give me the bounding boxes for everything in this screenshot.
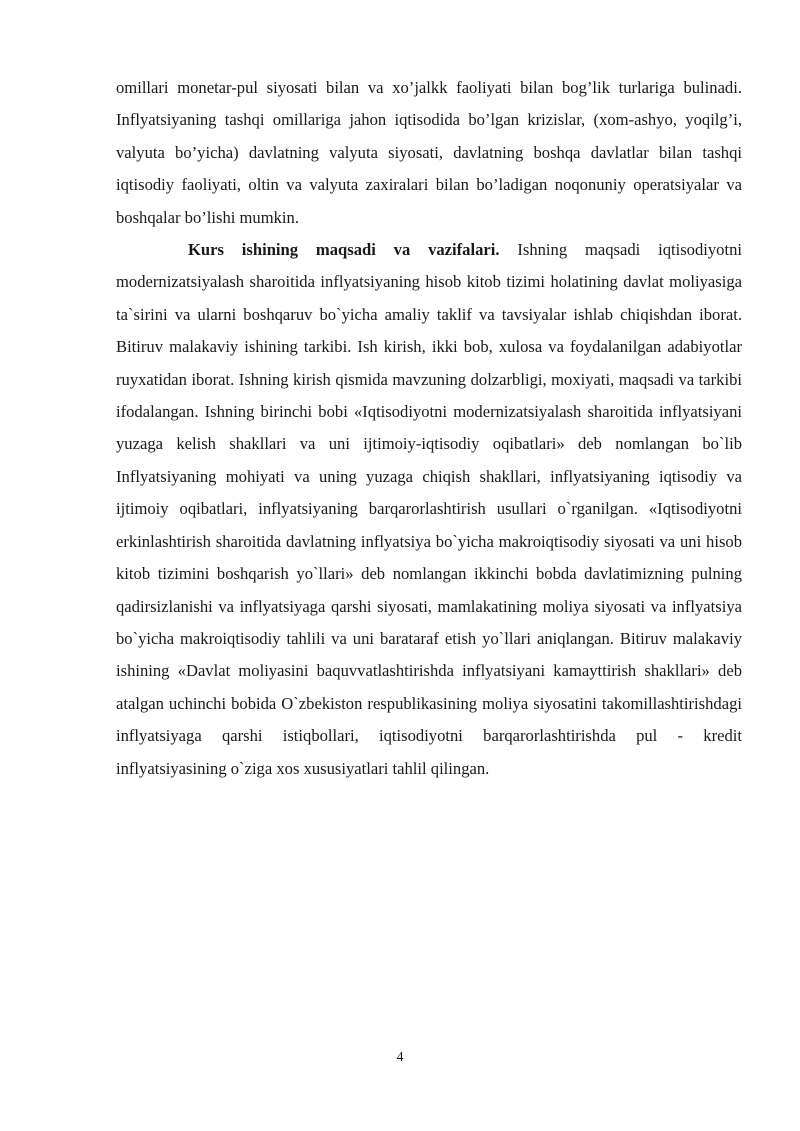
paragraph-goals	[116, 234, 742, 785]
document-page	[116, 72, 742, 785]
page-number: 4	[396, 1050, 404, 1065]
paragraph-body: omillari monetar-pul siyosati bilan va xo’jalkk faoliyati bilan bog’lik turlariga bulinadi. Inflyatsiyaning tashqi omillariga jahon iqtisodida bo’lgan krizislar, (xom-ashyo, yoqilg’i, valyuta bo’yicha) davlatning valyuta siyosati, davlatning boshqa davlatlar bilan tashqi iqtisodiy faoliyati, oltin va valyuta zaxiralari bilan bo’ladigan noqonuniy operatsiyalar va boshqalar bo’lishi mumkin.	[116, 78, 742, 227]
paragraph-body: Ishning maqsadi iqtisodiyotni modernizatsiyalash sharoitida inflyatsiyaning hisob kitob tizimi holatining davlat moliyasiga ta`sirini va ularni boshqaruv bo`yicha amaliy taklif va tavsiyalar ishlab chiqishdan iborat. Bitiruv malakaviy ishining tarkibi. Ish kirish, ikki bob, xulosa va foydalanilgan adabiyotlar ruyxatidan iborat. Ishning kirish qismida mavzuning dolzarbligi, moxiyati, maqsadi va tarkibi ifodalangan. Ishning birinchi bobi «Iqtisodiyotni modernizatsiyalash sharoitida inflyatsiyani yuzaga kelish shakllari va uni ijtimoiy-iqtisodiy oqibatlari» deb nomlangan bo`lib Inflyatsiyaning mohiyati va uning yuzaga chiqish shakllari, inflyatsiyaning iqtisodiy va ijtimoiy oqibatlari, inflyatsiyaning barqarorlashtirish usullari o`rganilgan. «Iqtisodiyotni erkinlashtirish sharoitida davlatning inflyatsiya bo`yicha makroiqtisodiy siyosati va uni hisob kitob tizimini boshqarish yo`llari» deb nomlangan ikkinchi bobda davlatimizning pulning qadirsizlanishi va inflyatsiyaga qarshi siyosati, mamlakatining moliya siyosati va inflyatsiya bo`yicha makroiqtisodiy tahlili va uni barataraf etish yo`llari aniqlangan. Bitiruv malakaviy ishining «Davlat moliyasini baquvvatlashtirishda inflyatsiyani kamayttirish shakllari» deb atalgan uchinchi bobida O`zbekiston respublikasining moliya siyosatini takomillashtirishdagi inflyatsiyaga qarshi istiqbollari, iqtisodiyotni barqarorlashtirishda pul - kredit inflyatsiyasining o`ziga xos xususiyatlari tahlil qilingan.	[116, 240, 742, 778]
section-heading: Kurs ishining maqsadi va vazifalari.	[188, 240, 500, 260]
